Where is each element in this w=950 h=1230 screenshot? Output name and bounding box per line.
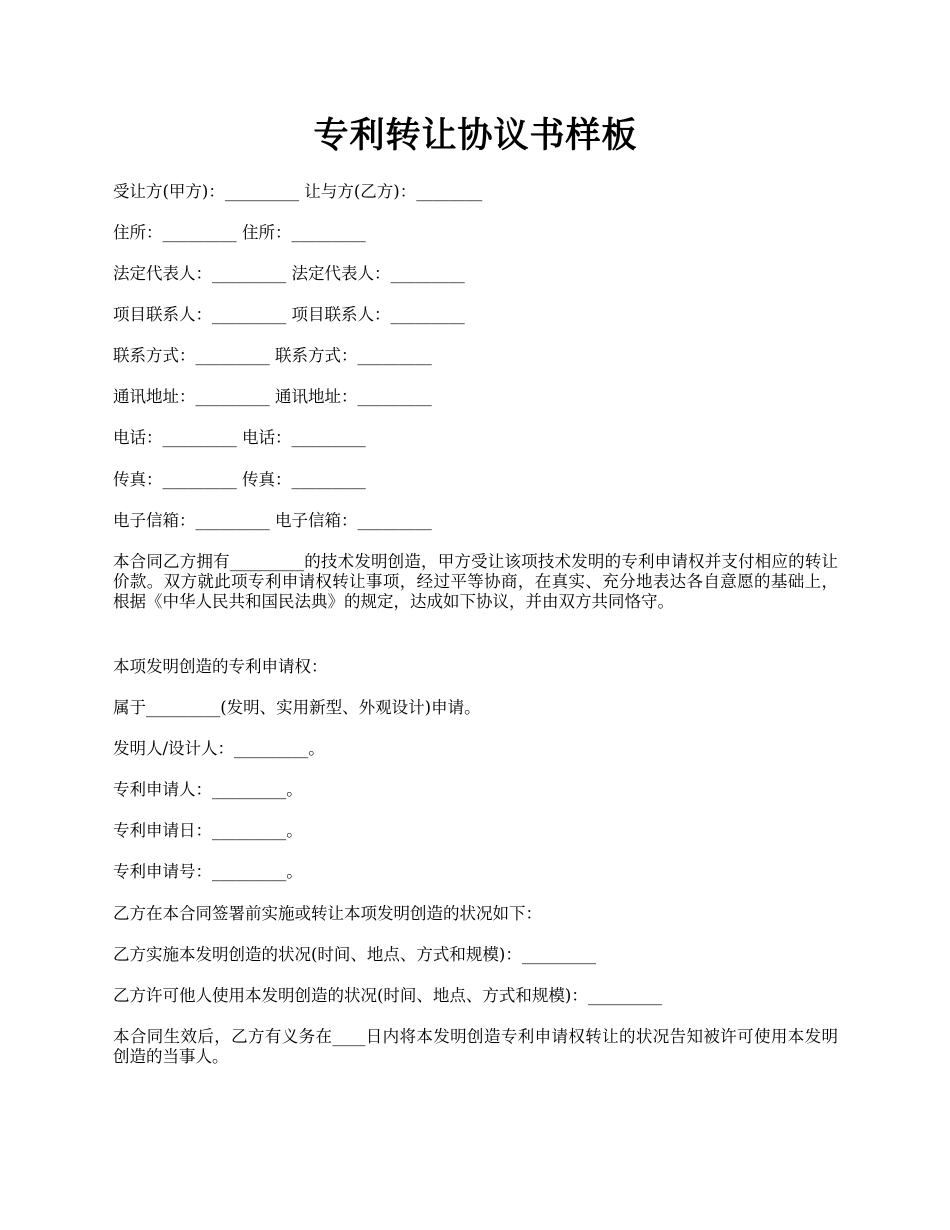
- implementation-status-line: 乙方实施本发明创造的状况(时间、地点、方式和规模)：_________: [113, 945, 597, 964]
- email-line: 电子信箱：_________ 电子信箱：_________: [113, 511, 432, 530]
- applicant-line: 专利申请人：_________。: [113, 780, 303, 799]
- mailing-address-line: 通讯地址：_________ 通讯地址：_________: [113, 387, 432, 406]
- application-date-line: 专利申请日：_________。: [113, 821, 303, 840]
- prior-status-heading: 乙方在本合同签署前实施或转让本项发明创造的状况如下：: [113, 904, 542, 923]
- phone-line: 电话：_________ 电话：_________: [113, 428, 366, 447]
- patent-right-heading: 本项发明创造的专利申请权：: [113, 657, 328, 676]
- inventor-line: 发明人/设计人：_________。: [113, 739, 325, 758]
- project-contact-line: 项目联系人：_________ 项目联系人：_________: [113, 305, 465, 324]
- application-type-line: 属于_________(发明、实用新型、外观设计)申请。: [113, 698, 481, 717]
- fax-line: 传真：_________ 传真：_________: [113, 470, 366, 489]
- licensing-status-line: 乙方许可他人使用本发明创造的状况(时间、地点、方式和规模)：_________: [113, 986, 663, 1005]
- notification-obligation-paragraph: 本合同生效后，乙方有义务在____日内将本发明创造专利申请权转让的状况告知被许可使用本发明创造的当事人。: [113, 1027, 838, 1066]
- document-title: 专利转让协议书样板: [313, 115, 638, 156]
- application-number-line: 专利申请号：_________。: [113, 862, 303, 881]
- contract-intro-paragraph: 本合同乙方拥有_________的技术发明创造，甲方受让该项技术发明的专利申请权并支付相应的转让价款。双方就此项专利申请权转让事项，经过平等协商，在真实、充分地表达各自意愿的基础上，根据《中华人民共和国民法典》的规定，达成如下协议，并由双方共同恪守。: [113, 552, 838, 611]
- address-line: 住所：_________ 住所：_________: [113, 223, 366, 242]
- legal-representative-line: 法定代表人：_________ 法定代表人：_________: [113, 264, 465, 283]
- contact-method-line: 联系方式：_________ 联系方式：_________: [113, 346, 432, 365]
- party-names-line: 受让方(甲方)：_________ 让与方(乙方)：________: [113, 182, 483, 201]
